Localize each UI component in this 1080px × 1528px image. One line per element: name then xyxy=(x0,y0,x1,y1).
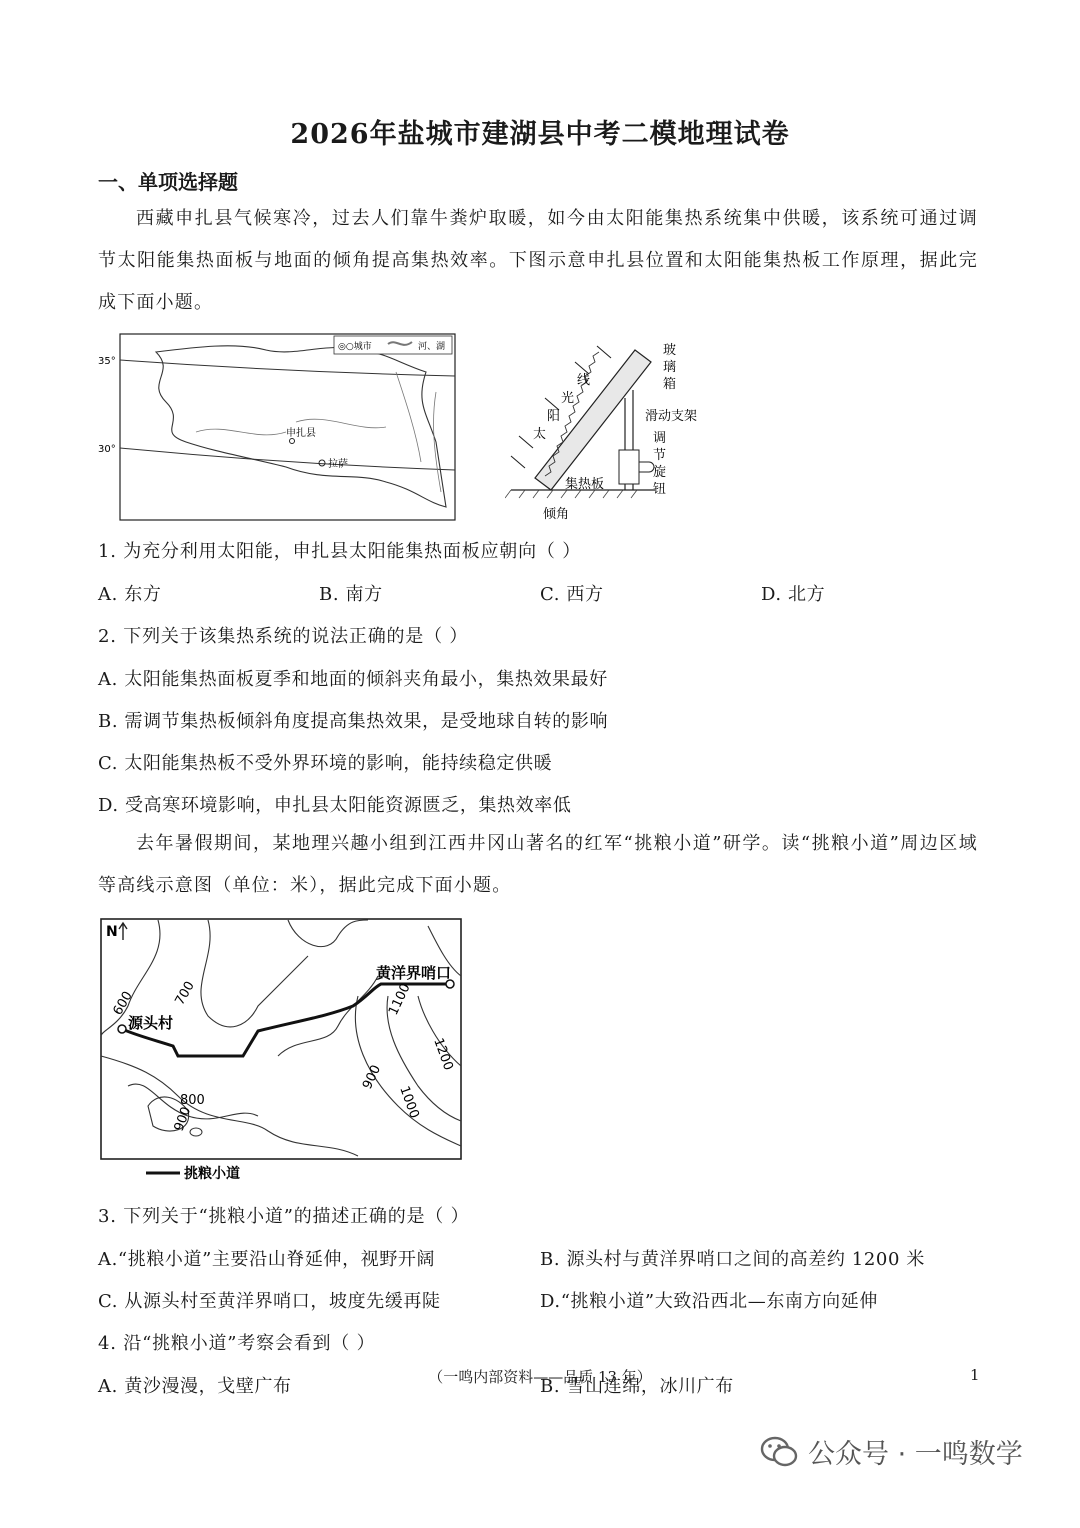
angle-label: 倾角 xyxy=(543,507,570,522)
city-shenzha: 申扎县 xyxy=(286,428,316,439)
q1-option-c[interactable]: C. 西方 xyxy=(540,584,604,605)
glass-box-char-3: 箱 xyxy=(663,377,677,392)
city-lhasa: 拉萨 xyxy=(328,459,348,470)
intro-paragraph-1: 西藏申扎县气候寒冷，过去人们靠牛粪炉取暖，如今由太阳能集热系统集中供暖，该系统可通过调节太阳能集热面板与地面的倾角提高集热效率。下图示意申扎县位置和太阳能集热板工作原理，据此完成下面小题。 xyxy=(98,208,978,313)
legend-river: 河、湖 xyxy=(418,342,446,352)
intro-paragraph-2: 去年暑假期间，某地理兴趣小组到江西井冈山著名的红军“挑粮小道”研学。读“挑粮小道”周边区域等高线示意图（单位：米），据此完成下面小题。 xyxy=(98,833,978,896)
knob-char-1: 调 xyxy=(653,431,667,446)
knob-char-3: 旋 xyxy=(653,465,667,480)
solar-collector-diagram xyxy=(505,338,715,528)
contour-label-800: 800 xyxy=(180,1093,205,1108)
q1-option-b[interactable]: B. 南方 xyxy=(319,584,383,605)
collector-label: 集热板 xyxy=(565,477,605,492)
page-number: 1 xyxy=(970,1366,980,1384)
q4-option-a[interactable]: A. 黄沙漫漫，戈壁广布 xyxy=(98,1376,292,1397)
page-footer: （一鸣内部资料——品质 13 年） xyxy=(428,1368,652,1386)
contour-label-1100: 1100 xyxy=(386,981,414,1018)
q2-option-c[interactable]: C. 太阳能集热板不受外界环境的影响，能持续稳定供暖 xyxy=(98,753,553,774)
q2-option-d[interactable]: D. 受高寒环境影响，申扎县太阳能资源匮乏，集热效率低 xyxy=(98,795,572,816)
contour-label-1200: 1200 xyxy=(430,1036,456,1073)
question-2-stem: 2. 下列关于该集热系统的说法正确的是（ ） xyxy=(98,626,469,647)
glass-box-char-2: 璃 xyxy=(663,360,677,375)
lat-30-label: 30° xyxy=(98,444,116,455)
start-village-marker xyxy=(118,1025,126,1033)
knob-char-2: 节 xyxy=(653,448,667,463)
legend-city: ◎○城市 xyxy=(338,342,372,352)
glass-box-char-1: 玻 xyxy=(663,343,677,358)
north-label: N xyxy=(106,924,118,940)
sunlight-char-3: 光 xyxy=(561,391,575,406)
q1-option-a[interactable]: A. 东方 xyxy=(98,584,162,605)
sunlight-char-2: 阳 xyxy=(547,409,561,424)
page-title: 2026年盐城市建湖县中考二模地理试卷 xyxy=(290,119,790,150)
knob-char-4: 钮 xyxy=(653,482,667,497)
contour-map xyxy=(98,916,464,1186)
lat-35-label: 35° xyxy=(98,356,116,367)
end-outpost-label: 黄洋界哨口 xyxy=(376,964,452,982)
q3-option-d[interactable]: D.“挑粮小道”大致沿西北—东南方向延伸 xyxy=(540,1291,878,1312)
legend-trail-label: 挑粮小道 xyxy=(184,1166,240,1182)
sunlight-char-1: 太 xyxy=(533,427,547,442)
contour-label-700: 700 xyxy=(172,978,198,1008)
section-heading: 一、单项选择题 xyxy=(98,170,238,194)
q3-option-b[interactable]: B. 源头村与黄洋界哨口之间的高差约 1200 米 xyxy=(540,1249,925,1270)
sunlight-char-4: 线 xyxy=(577,373,591,388)
q3-option-a[interactable]: A.“挑粮小道”主要沿山脊延伸，视野开阔 xyxy=(98,1249,436,1270)
question-3-stem: 3. 下列关于“挑粮小道”的描述正确的是（ ） xyxy=(98,1206,470,1227)
q1-option-d[interactable]: D. 北方 xyxy=(761,584,826,605)
watermark-text: 公众号 · 一鸣数学 xyxy=(808,1439,1023,1470)
contour-label-900-east: 900 xyxy=(360,1062,385,1092)
watermark xyxy=(760,1432,1023,1471)
contour-label-600: 600 xyxy=(110,988,136,1018)
q2-option-b[interactable]: B. 需调节集热板倾斜角度提高集热效果，是受地球自转的影响 xyxy=(98,711,609,732)
tibet-map xyxy=(96,332,461,524)
q4-option-b[interactable]: B. 雪山连绵，冰川广布 xyxy=(540,1376,734,1397)
contour-label-1000: 1000 xyxy=(396,1084,422,1121)
wechat-icon xyxy=(760,1435,798,1469)
question-4-stem: 4. 沿“挑粮小道”考察会看到（ ） xyxy=(98,1333,376,1354)
slide-support-label: 滑动支架 xyxy=(645,409,698,424)
start-village-label: 源头村 xyxy=(128,1014,174,1032)
q2-option-a[interactable]: A. 太阳能集热面板夏季和地面的倾斜夹角最小，集热效果最好 xyxy=(98,669,608,690)
question-1-stem: 1. 为充分利用太阳能，申扎县太阳能集热面板应朝向（ ） xyxy=(98,541,582,562)
q3-option-c[interactable]: C. 从源头村至黄洋界哨口，坡度先缓再陡 xyxy=(98,1291,441,1312)
contour-label-900-south: 900 xyxy=(171,1104,195,1134)
